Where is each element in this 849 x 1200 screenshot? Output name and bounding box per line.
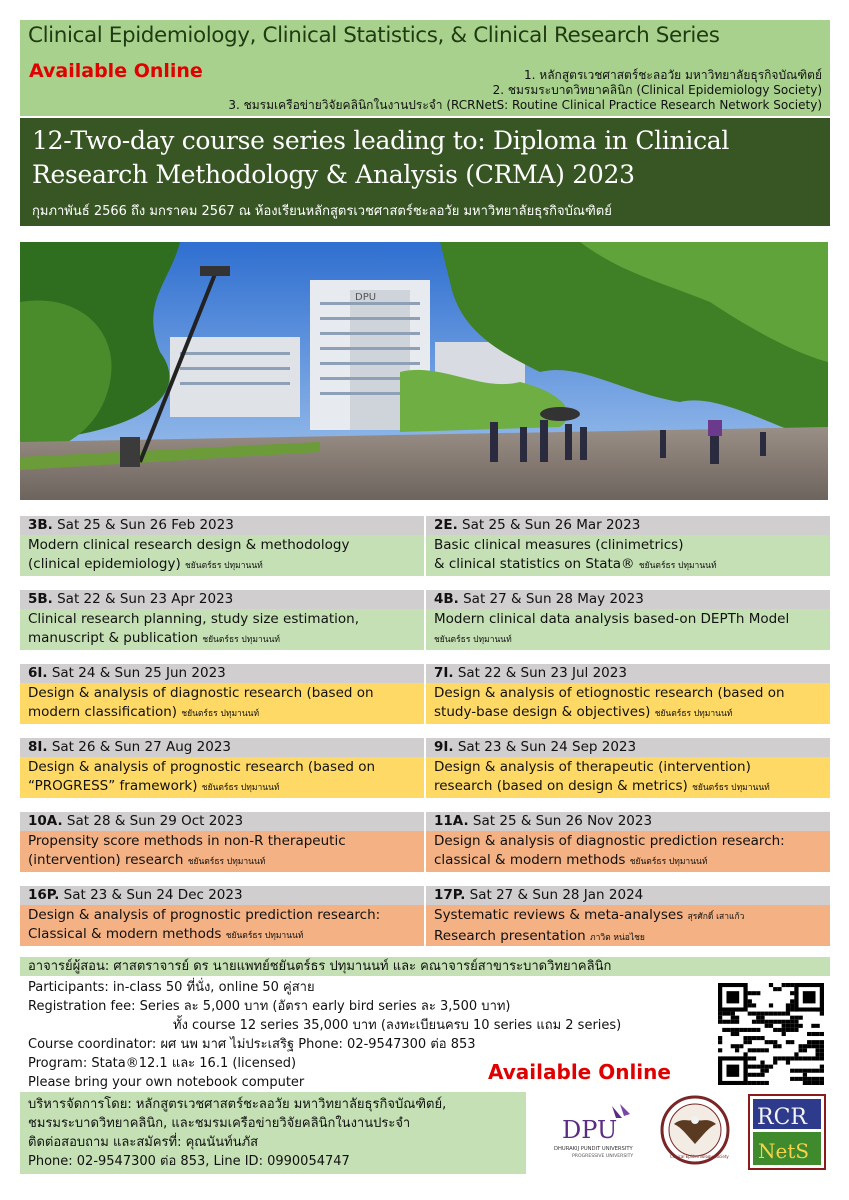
course-header <box>20 886 424 905</box>
course-title-line-2 <box>434 555 826 576</box>
course-title-text-2: Research presentation <box>434 928 586 944</box>
course-body <box>20 609 424 650</box>
course-header <box>20 812 424 831</box>
course-card <box>20 590 424 652</box>
dpu-logo-graphic <box>550 1100 650 1164</box>
teacher-line: อาจารย์ผู้สอน: ศาสตราจารย์ ดร นายแพทย์ชยันตร์ธร ปทุมานนท์ และ คณาจารย์สาขาระบาดวิทยาคลินิก <box>20 957 830 976</box>
course-header <box>426 738 830 757</box>
course-title-line-1 <box>28 610 420 629</box>
course-title-line-2 <box>28 777 420 798</box>
course-title-line-2 <box>28 851 420 872</box>
participants-line: Participants: in-class 50 ที่นั่ง, online 50 คู่สาย <box>28 980 315 995</box>
coordinator-line: Course coordinator: ผศ นพ มาศ ไม่ประเสริฐ Phone: 02-9547300 ต่อ 853 <box>28 1037 476 1052</box>
course-title-text-1: Design & analysis of therapeutic (intervention) <box>434 759 751 775</box>
title-banner <box>20 118 830 226</box>
course-date: Sat 25 & Sun 26 Feb 2023 <box>57 517 234 533</box>
header-band <box>20 20 830 116</box>
course-title-text-2: research (based on design & metrics) <box>434 778 688 794</box>
course-title-text-1: Modern clinical data analysis based-on DEPTh Model <box>434 611 790 627</box>
course-card <box>20 886 424 948</box>
dpu-logo-text: DPU <box>562 1116 618 1144</box>
course-card <box>426 590 830 652</box>
qr-code-graphic <box>718 983 824 1085</box>
course-body <box>426 609 830 650</box>
course-card <box>20 812 424 874</box>
course-title-line-1 <box>434 536 826 555</box>
rcrnets-logo-bottom-text: NetS <box>758 1139 810 1163</box>
course-code: 9I. <box>434 739 454 755</box>
course-title-text-2: (intervention) research <box>28 852 184 868</box>
contact-line: ติดต่อสอบถาม และสมัครที่: คุณนันท์นภัส <box>28 1135 259 1150</box>
course-card <box>426 516 830 578</box>
course-title-text-1: Modern clinical research design & methodology <box>28 537 350 553</box>
dpu-logo-subtitle: DHURAKIJ PUNDIT UNIVERSITY <box>554 1146 633 1152</box>
banner-title-line-1: 12-Two-day course series leading to: Diploma in Clinical <box>32 126 730 155</box>
course-body <box>426 535 830 576</box>
qr-code[interactable] <box>718 983 824 1085</box>
course-header <box>426 516 830 535</box>
clinical-epidemiology-society-seal <box>660 1094 730 1166</box>
organizer-2: 2. ชมรมระบาดวิทยาคลินิก (Clinical Epidemiology Society) <box>492 83 822 97</box>
course-title-text-1: Propensity score methods in non-R therapeutic <box>28 833 346 849</box>
course-title-line-2 <box>434 851 826 872</box>
management-line-1: บริหารจัดการโดย: หลักสูตรเวชศาสตร์ชะลอวัย มหาวิทยาลัยธุรกิจบัณฑิตย์, <box>28 1097 447 1112</box>
course-body <box>20 831 424 872</box>
contact-box <box>20 1092 526 1174</box>
course-title-text-1: Design & analysis of diagnostic prediction research: <box>434 833 785 849</box>
course-title-text-2: study-base design & objectives) <box>434 704 651 720</box>
course-date: Sat 28 & Sun 29 Oct 2023 <box>66 813 244 829</box>
course-speaker: ชยันตร์ธร ปทุมานนท์ <box>201 783 280 793</box>
course-header <box>20 664 424 683</box>
course-code: 16P. <box>28 887 60 903</box>
course-title-line-1 <box>434 906 826 927</box>
course-title-text-1: Design & analysis of etiognostic research (based on <box>434 685 785 701</box>
course-body <box>426 905 830 946</box>
course-body <box>426 683 830 724</box>
organizer-3: 3. ชมรมเครือข่ายวิจัยคลินิกในงานประจำ (RCRNetS: Routine Clinical Practice Research Network Society) <box>228 98 822 112</box>
course-code: 11A. <box>434 813 469 829</box>
course-title-text-1: Systematic reviews & meta-analyses <box>434 907 684 923</box>
course-title-text-1: Design & analysis of diagnostic research (based on <box>28 685 374 701</box>
course-title-text-2: modern classification) <box>28 704 178 720</box>
course-header <box>20 516 424 535</box>
course-code: 2E. <box>434 517 458 533</box>
course-speaker: ชยันตร์ธร ปทุมานนท์ <box>692 783 770 793</box>
course-title-line-2 <box>28 629 420 650</box>
course-title-line-2 <box>434 927 826 946</box>
course-speaker: ชยันตร์ธร ปทุมานนท์ <box>181 709 260 719</box>
banner-title-line-2: Research Methodology & Analysis (CRMA) 2023 <box>32 160 635 189</box>
course-date: Sat 27 & Sun 28 Jan 2024 <box>469 887 644 903</box>
course-title-line-1 <box>28 684 420 703</box>
campus-photo <box>20 242 828 500</box>
course-card <box>426 812 830 874</box>
banner-subtitle: กุมภาพันธ์ 2566 ถึง มกราคม 2567 ณ ห้องเรียนหลักสูตรเวชศาสตร์ชะลอวัย มหาวิทยาลัยธุรกิจบัณฑิตย์ <box>32 204 612 219</box>
course-code: 3B. <box>28 517 53 533</box>
course-date: Sat 23 & Sun 24 Sep 2023 <box>457 739 637 755</box>
course-title-line-2 <box>28 703 420 724</box>
course-body <box>426 831 830 872</box>
course-title-line-1 <box>28 758 420 777</box>
course-code: 4B. <box>434 591 459 607</box>
eagle-seal-icon <box>660 1094 730 1166</box>
course-header <box>20 590 424 609</box>
course-title-line-1 <box>434 610 826 629</box>
course-date: Sat 22 & Sun 23 Jul 2023 <box>457 665 627 681</box>
course-date: Sat 22 & Sun 23 Apr 2023 <box>57 591 234 607</box>
management-line-2: ชมรมระบาดวิทยาคลินิก, และชมรมเครือข่ายวิจัยคลินิกในงานประจำ <box>28 1116 411 1131</box>
course-body <box>426 757 830 798</box>
program-line: Program: Stata®12.1 และ 16.1 (licensed) <box>28 1056 297 1071</box>
course-header <box>426 664 830 683</box>
course-title-line-1 <box>28 536 420 555</box>
course-code: 8I. <box>28 739 48 755</box>
course-speaker-2: ภาวิต หน่อไชย <box>589 933 645 943</box>
course-speaker: ชยันตร์ธร ปทุมานนท์ <box>654 709 733 719</box>
course-header <box>426 590 830 609</box>
course-date: Sat 23 & Sun 24 Dec 2023 <box>63 887 243 903</box>
notebook-line: Please bring your own notebook computer <box>28 1075 305 1090</box>
course-speaker: ชยันตร์ธร ปทุมานนท์ <box>202 635 281 645</box>
course-title-text-2: Classical & modern methods <box>28 926 222 942</box>
course-code: 7I. <box>434 665 454 681</box>
course-title-line-2 <box>434 629 826 650</box>
course-title-text-2: (clinical epidemiology) <box>28 556 181 572</box>
course-title-text-1: Clinical research planning, study size estimation, <box>28 611 359 627</box>
course-date: Sat 24 & Sun 25 Jun 2023 <box>51 665 226 681</box>
dpu-logo-subtitle-2: PROGRESSIVE UNIVERSITY <box>572 1154 634 1159</box>
building-sign: DPU <box>355 292 377 303</box>
fee-line-2: ทั้ง course 12 series 35,000 บาท (ลงทะเบียนครบ 10 series แถม 2 series) <box>173 1018 622 1033</box>
course-speaker: ชยันตร์ธร ปทุมานนท์ <box>629 857 708 867</box>
rcrnets-logo-graphic <box>748 1094 826 1170</box>
phone-line: Phone: 02-9547300 ต่อ 853, Line ID: 0990054747 <box>28 1154 350 1169</box>
course-card <box>426 738 830 800</box>
course-title-text-2: & clinical statistics on Stata® <box>434 556 635 572</box>
course-card <box>20 664 424 726</box>
campus-illustration <box>20 242 828 500</box>
course-title-line-1 <box>434 758 826 777</box>
course-code: 6I. <box>28 665 48 681</box>
course-speaker: ชยันตร์ธร ปทุมานนท์ <box>225 931 304 941</box>
available-online-footer: Available Online <box>488 1060 671 1084</box>
series-title: Clinical Epidemiology, Clinical Statistics, & Clinical Research Series <box>28 23 720 48</box>
course-card <box>426 664 830 726</box>
course-card <box>426 886 830 948</box>
course-title-text-2: manuscript & publication <box>28 630 199 646</box>
course-body <box>20 535 424 576</box>
rcrnets-logo-top-text: RCR <box>757 1105 807 1130</box>
fee-line-1: Registration fee: Series ละ 5,000 บาท (อัตรา early bird series ละ 3,500 บาท) <box>28 999 511 1014</box>
course-speaker: ชยันตร์ธร ปทุมานนท์ <box>434 635 512 645</box>
course-title-line-1 <box>28 832 420 851</box>
organizer-1: 1. หลักสูตรเวชศาสตร์ชะลอวัย มหาวิทยาลัยธุรกิจบัณฑิตย์ <box>524 68 822 82</box>
course-date: Sat 25 & Sun 26 Nov 2023 <box>472 813 653 829</box>
course-header <box>20 738 424 757</box>
course-title-line-2 <box>434 703 826 724</box>
course-title-line-1 <box>434 832 826 851</box>
seal-caption: Clinical Epidemiology Society <box>670 1154 729 1159</box>
course-code: 17P. <box>434 887 466 903</box>
course-title-line-2 <box>28 925 420 946</box>
course-title-text-1: Design & analysis of prognostic prediction research: <box>28 907 381 923</box>
course-title-text-2: classical & modern methods <box>434 852 626 868</box>
course-title-line-1 <box>434 684 826 703</box>
course-code: 10A. <box>28 813 63 829</box>
course-header <box>426 812 830 831</box>
course-code: 5B. <box>28 591 53 607</box>
dpu-logo <box>550 1100 650 1164</box>
course-header <box>426 886 830 905</box>
course-title-line-2 <box>28 555 420 576</box>
course-title-text-1: Basic clinical measures (clinimetrics) <box>434 537 684 553</box>
course-body <box>20 757 424 798</box>
course-body <box>20 905 424 946</box>
course-body <box>20 683 424 724</box>
rcrnets-logo <box>748 1094 826 1170</box>
course-speaker: ชยันตร์ธร ปทุมานนท์ <box>638 561 717 571</box>
course-card <box>20 516 424 578</box>
course-speaker: ชยันตร์ธร ปทุมานนท์ <box>187 857 266 867</box>
available-online-label: Available Online <box>29 60 203 82</box>
course-title-line-1 <box>28 906 420 925</box>
course-date: Sat 27 & Sun 28 May 2023 <box>463 591 644 607</box>
course-title-line-2 <box>434 777 826 798</box>
course-speaker: ชยันตร์ธร ปทุมานนท์ <box>185 561 263 571</box>
course-speaker: สุรศักดิ์ เสาแก้ว <box>687 912 745 922</box>
course-title-text-2: “PROGRESS” framework) <box>28 778 198 794</box>
course-date: Sat 26 & Sun 27 Aug 2023 <box>51 739 232 755</box>
course-title-text-1: Design & analysis of prognostic research (based on <box>28 759 376 775</box>
course-date: Sat 25 & Sun 26 Mar 2023 <box>462 517 641 533</box>
course-card <box>20 738 424 800</box>
